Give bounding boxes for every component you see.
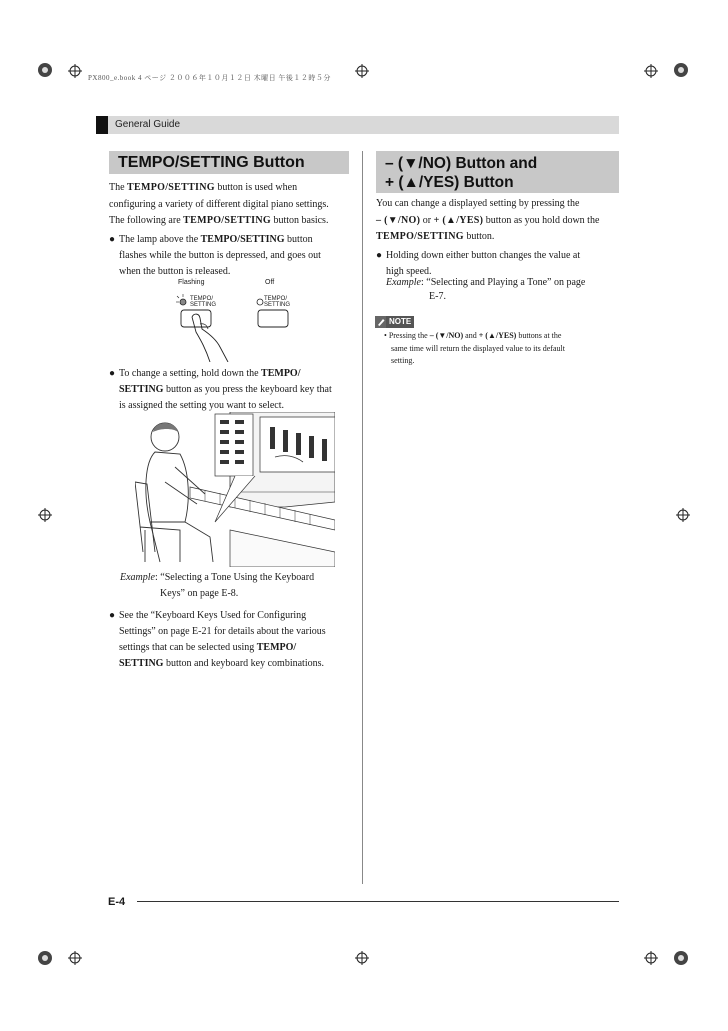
lamp-drawing-icon xyxy=(150,277,310,362)
flashing-label: Flashing xyxy=(178,279,205,286)
flashing-button-label: TEMPO/ SETTING xyxy=(190,296,217,308)
no-yes-intro-paragraph: You can change a displayed setting by pressing the – (▼/NO) or + (▲/YES) button as you hold down the TEMPO/SETTING button. xyxy=(376,198,600,242)
crosshair-mark-icon xyxy=(644,64,660,80)
off-button-label: TEMPO/ SETTING xyxy=(264,296,291,308)
file-info-line: PX800_e.book 4 ページ ２００６年１０月１２日 木曜日 午後１２時５分 xyxy=(88,74,331,82)
page-number: E-4 xyxy=(108,896,126,908)
tempo-intro-paragraph: The TEMPO/SETTING button is used when configuring a variety of different digital piano settings. The following are TEMPO/SETTING button basics. xyxy=(109,182,329,226)
section-header-bar xyxy=(96,116,619,134)
list-item: ● Holding down either button changes the value at high speed. xyxy=(376,250,581,277)
footer-rule xyxy=(137,901,619,902)
crosshair-mark-icon xyxy=(68,64,84,80)
no-yes-heading: – (▼/NO) Button and + (▲/YES) Button xyxy=(376,151,619,193)
tempo-setting-heading: TEMPO/SETTING Button xyxy=(109,151,349,174)
registration-mark-icon xyxy=(37,62,53,78)
list-item: ● The lamp above the TEMPO/SETTING button flashes while the button is depressed, and goes out when the button is released. xyxy=(109,234,321,277)
bullet-icon: ● xyxy=(109,368,116,379)
off-label: Off xyxy=(265,279,275,286)
registration-mark-icon xyxy=(673,950,689,966)
example-reference: Example: “Selecting and Playing a Tone” on page E-7. xyxy=(386,277,586,302)
crosshair-mark-icon xyxy=(676,508,692,524)
header-block-marker xyxy=(96,116,108,134)
list-item: ● See the “Keyboard Keys Used for Configuring Settings” on page E-21 for details about the various settings that can be selected using TEMPO/ SETTING button and keyboard key combinations. xyxy=(109,610,326,669)
note-bullet-icon: • xyxy=(384,331,389,340)
crosshair-mark-icon xyxy=(355,64,371,80)
crosshair-mark-icon xyxy=(355,951,371,967)
example-reference: Example: “Selecting a Tone Using the Keyboard Keys” on page E-8. xyxy=(120,572,315,599)
section-header-label: General Guide xyxy=(115,119,181,130)
piano-player-illustration xyxy=(135,412,335,567)
note-text: • Pressing the – (▼/NO) and + (▲/YES) buttons at the same time will return the displayed value to its default setting. xyxy=(384,331,565,365)
bullet-icon: ● xyxy=(109,234,116,245)
lamp-illustration xyxy=(150,277,310,362)
piano-player-drawing-icon xyxy=(135,412,335,567)
note-badge xyxy=(375,316,412,328)
crosshair-mark-icon xyxy=(68,951,84,967)
bullet-icon: ● xyxy=(376,250,383,261)
registration-mark-icon xyxy=(37,950,53,966)
list-item: ● To change a setting, hold down the TEMPO/ SETTING button as you press the keyboard key that is assigned the setting you want to select. xyxy=(109,368,332,411)
column-divider xyxy=(362,151,363,884)
note-badge-label: NOTE xyxy=(386,316,414,328)
crosshair-mark-icon xyxy=(644,951,660,967)
bullet-icon: ● xyxy=(109,610,116,621)
registration-mark-icon xyxy=(673,62,689,78)
crosshair-mark-icon xyxy=(38,508,54,524)
